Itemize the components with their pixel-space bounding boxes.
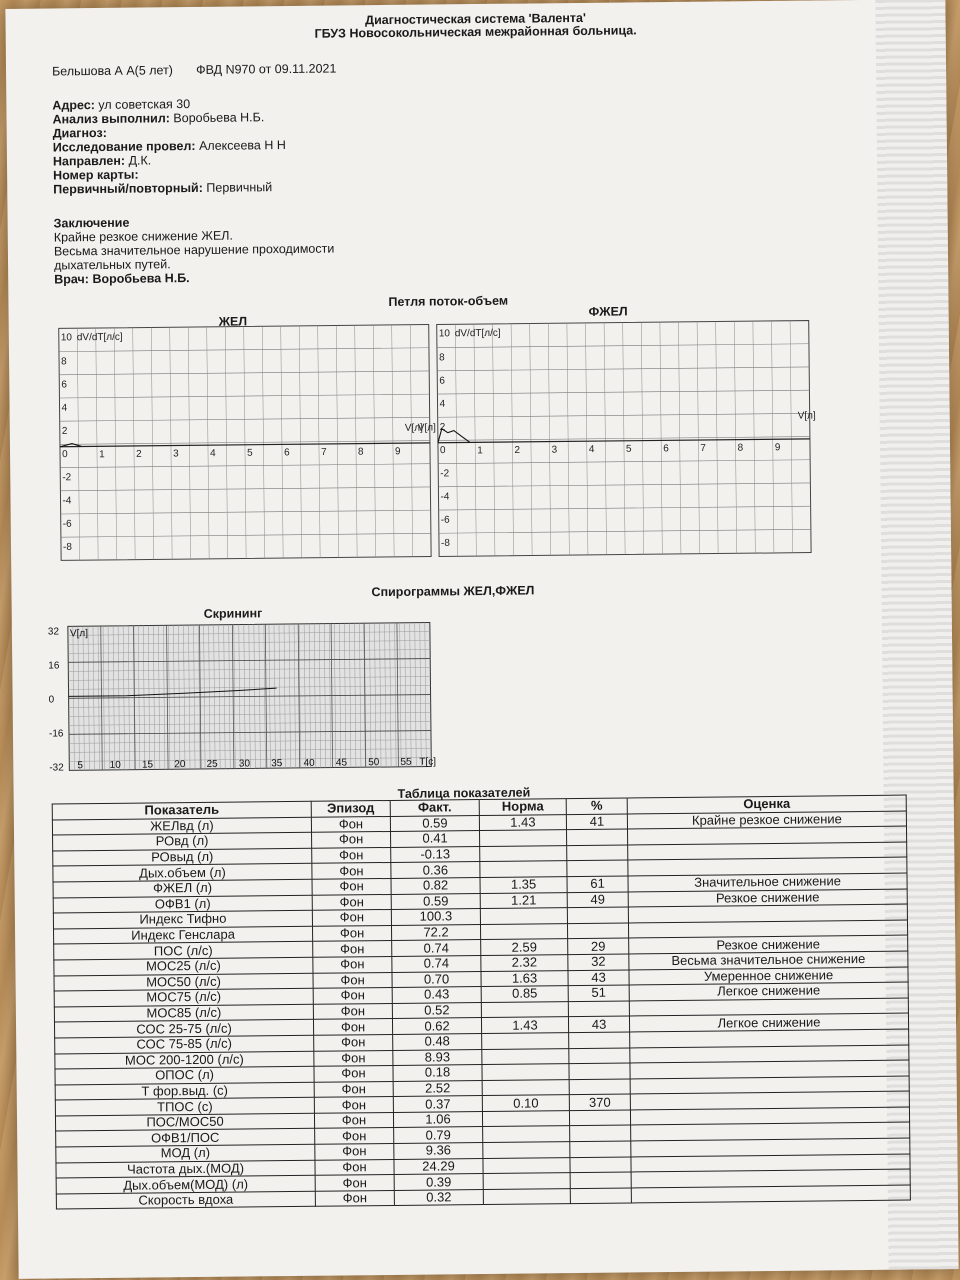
indicator-cell: ОПОС (л) [55, 1066, 314, 1084]
x-tick-label: 35 [271, 758, 283, 770]
indicator-cell: ЖЕЛвд (л) [52, 817, 311, 835]
assessment-cell [631, 1185, 910, 1204]
x-tick-label: 20 [174, 759, 186, 771]
episode-cell: Фон [314, 1097, 393, 1113]
x-tick-label: 5 [625, 443, 632, 455]
y-tick-label: -4 [62, 495, 72, 507]
x-tick-label: 3 [172, 448, 179, 460]
percent-cell [569, 1079, 630, 1095]
fact-cell: 0.74 [392, 955, 481, 972]
norm-cell [480, 908, 567, 925]
indicator-cell: РОвд (л) [53, 832, 312, 850]
fact-cell: 0.32 [394, 1189, 483, 1206]
percent-cell [569, 1110, 630, 1126]
percent-cell: 32 [568, 954, 629, 970]
assessment-cell: Резкое снижение [629, 935, 908, 954]
indicator-cell: ПОС/МОС50 [55, 1113, 314, 1131]
indicator-cell: Дых.объем (л) [53, 864, 312, 882]
zhel-label: ЖЕЛ [218, 314, 248, 329]
x-tick-label: 5 [77, 760, 83, 772]
y-tick-label: 16 [48, 660, 60, 672]
y-tick-label: 32 [47, 626, 60, 638]
x-tick-label: 7 [320, 446, 327, 458]
norm-cell: 1.35 [480, 877, 567, 894]
y-tick-label: -8 [62, 541, 72, 553]
primary-value: Первичный [206, 180, 273, 195]
doctor-row [54, 271, 190, 286]
norm-cell: 1.63 [481, 970, 568, 987]
percent-cell [569, 1047, 630, 1063]
conclusion-line-1: Крайне резкое снижение ЖЕЛ. [53, 228, 234, 245]
episode-cell: Фон [315, 1159, 394, 1175]
percent-cell: 43 [568, 1016, 629, 1032]
fact-cell: 0.82 [391, 878, 480, 895]
diagnosis-label: Диагноз: [52, 125, 107, 141]
indicator-cell: РОвыд (л) [53, 848, 312, 866]
episode-cell: Фон [313, 1003, 392, 1019]
fzhel-label: ФЖЕЛ [588, 304, 628, 319]
percent-cell [567, 923, 628, 939]
norm-cell: 1.43 [479, 814, 566, 831]
indicator-cell: МОД (л) [56, 1144, 315, 1162]
indicator-cell: Т фор.выд. (с) [55, 1082, 314, 1100]
indicator-cell: Индекс Тифно [53, 910, 312, 928]
percent-cell: 43 [568, 970, 629, 986]
percent-cell [568, 1001, 629, 1017]
fact-cell: 0.18 [393, 1065, 482, 1082]
y-tick-label: 0 [439, 445, 446, 457]
y-tick-label: 0 [48, 694, 55, 706]
study-label: Исследование провел: [52, 138, 196, 155]
table-title: Таблица показателей [397, 785, 531, 801]
y-tick-label: -16 [48, 728, 64, 740]
norm-cell: 1.21 [480, 892, 567, 909]
percent-cell: 29 [568, 938, 629, 954]
episode-cell: Фон [312, 894, 391, 910]
x-tick-label: 10 [109, 759, 121, 771]
norm-cell [483, 1157, 570, 1174]
address-row [52, 97, 190, 112]
card-number-label: Номер карты: [53, 167, 139, 183]
x-axis-label: T[c] [419, 756, 437, 768]
assessment-cell: Легкое снижение [629, 982, 908, 1001]
address-label: Адрес: [52, 98, 95, 113]
norm-cell [480, 923, 567, 940]
norm-cell [482, 1033, 569, 1050]
percent-cell [570, 1141, 631, 1157]
fact-cell: 0.37 [393, 1096, 482, 1113]
percent-cell [567, 860, 628, 876]
y-tick-label: -4 [440, 491, 450, 503]
screening-label: Скрининг [203, 606, 263, 621]
y-tick-label: 10 [438, 328, 450, 340]
header-percent: % [566, 798, 627, 814]
percent-cell [569, 1063, 630, 1079]
norm-cell [483, 1142, 570, 1159]
x-tick-label: 9 [774, 442, 781, 454]
x-tick-label: 4 [588, 444, 595, 456]
indicators-table [52, 795, 911, 1210]
study-row [53, 138, 286, 154]
x-tick-label: 1 [98, 449, 105, 461]
y-tick-label: 8 [438, 352, 445, 364]
conclusion-line-2: Весьма значительное нарушение проходимости [53, 241, 335, 259]
y-axis-label: V[л] [69, 628, 89, 640]
fact-cell: 2.52 [393, 1080, 482, 1097]
flow-volume-chart [49, 317, 816, 565]
fact-cell: 0.39 [394, 1174, 483, 1191]
x-tick-label: 3 [551, 444, 558, 456]
norm-cell [482, 1079, 569, 1096]
norm-cell: 1.43 [481, 1017, 568, 1034]
episode-cell: Фон [312, 863, 391, 879]
fact-cell: 72.2 [391, 924, 480, 941]
x-tick-label: 50 [368, 757, 380, 769]
episode-cell: Фон [314, 1112, 393, 1128]
y-axis-label: dV/dT[л/с] [76, 331, 123, 344]
indicator-cell: МОС 200-1200 (л/с) [55, 1051, 314, 1069]
indicator-cell: Дых.объем(МОД) (л) [56, 1176, 315, 1194]
y-tick-label: 2 [61, 425, 68, 437]
y-axis-label: dV/dT[л/с] [454, 327, 501, 340]
indicator-cell: МОС50 (л/с) [54, 973, 313, 991]
y-tick-label: -6 [440, 514, 450, 526]
indicator-cell: ОФВ1/ПОС [56, 1129, 315, 1147]
analysis-row [52, 110, 264, 126]
episode-cell: Фон [313, 972, 392, 988]
y-tick-label: -8 [440, 537, 450, 549]
norm-cell [481, 1001, 568, 1018]
episode-cell: Фон [312, 910, 391, 926]
episode-cell: Фон [313, 1019, 392, 1035]
spirogram-title: Спирограммы ЖЕЛ,ФЖЕЛ [371, 583, 535, 600]
fact-cell: 0.48 [393, 1033, 482, 1050]
x-tick-label: 2 [135, 448, 142, 460]
y-tick-label: 6 [439, 375, 445, 387]
fact-cell: 0.41 [391, 831, 480, 848]
assessment-cell: Резкое снижение [628, 889, 907, 908]
analysis-label: Анализ выполнил: [52, 111, 170, 127]
x-axis-label-right: V[л] [797, 410, 816, 422]
percent-cell [570, 1172, 631, 1188]
indicator-cell: ОФВ1 (л) [53, 895, 312, 913]
patient-name: Бельшова А А(5 лет) [51, 63, 174, 79]
percent-cell: 370 [569, 1094, 630, 1110]
norm-cell: 2.59 [481, 939, 568, 956]
episode-cell: Фон [315, 1190, 394, 1206]
x-tick-label: 15 [141, 759, 154, 771]
flow-volume-grid [49, 317, 816, 565]
fact-cell: 0.70 [392, 971, 481, 988]
doctor-value: Воробьева Н.Б. [92, 271, 190, 287]
conclusion-title: Заключение [53, 215, 130, 231]
percent-cell [567, 845, 628, 861]
y-tick-label: -2 [440, 468, 450, 480]
norm-cell: 0.85 [481, 986, 568, 1003]
assessment-cell: Крайне резкое снижение [627, 811, 906, 830]
document-sheet [5, 0, 958, 1279]
indicator-cell: Частота дых.(МОД) [56, 1160, 315, 1178]
header-indicator: Показатель [52, 801, 311, 819]
percent-cell: 51 [568, 985, 629, 1001]
x-axis-label-left: V[л] [417, 422, 436, 434]
x-tick-label: 1 [477, 445, 483, 457]
x-tick-label: 5 [246, 447, 253, 459]
indicator-cell: СОС 75-85 (л/с) [55, 1035, 314, 1053]
fact-cell: 9.36 [394, 1143, 483, 1160]
analysis-value: Воробьева Н.Б. [173, 110, 265, 126]
percent-cell: 61 [567, 876, 628, 892]
x-axis-label: V[л] [404, 422, 423, 434]
episode-cell: Фон [314, 1081, 393, 1097]
header-fact: Факт. [390, 800, 479, 817]
x-tick-label: 7 [700, 442, 707, 455]
primary-row [53, 180, 272, 196]
header-system-name: Диагностическая система 'Валента' [365, 10, 586, 28]
conclusion-line-3: дыхательных путей. [53, 257, 171, 273]
indicator-cell: ТПОС (с) [55, 1098, 314, 1116]
x-tick-label: 9 [394, 446, 401, 458]
flow-volume-title: Петля поток-объем [388, 293, 509, 309]
norm-cell [482, 1064, 569, 1081]
fact-cell: 0.52 [392, 1002, 481, 1019]
x-tick-label: 8 [357, 446, 364, 458]
header-assessment: Оценка [627, 795, 906, 814]
norm-cell [482, 1110, 569, 1127]
percent-cell: 41 [566, 814, 627, 830]
exam-number-date: ФВД N970 от 09.11.2021 [195, 61, 337, 77]
percent-cell [567, 829, 628, 845]
episode-cell: Фон [315, 1144, 394, 1160]
spirogram-chart [46, 616, 438, 776]
y-tick-label: 4 [439, 398, 446, 410]
episode-cell: Фон [311, 816, 390, 832]
x-tick-label: 4 [209, 448, 216, 460]
indicator-cell: СОС 25-75 (л/с) [54, 1020, 313, 1038]
percent-cell [570, 1188, 631, 1204]
x-tick-label: 6 [663, 443, 669, 455]
header-hospital-name: ГБУЗ Новосокольническая межрайонная больница. [314, 23, 637, 41]
fact-cell: 0.59 [391, 893, 480, 910]
episode-cell: Фон [314, 1034, 393, 1050]
x-tick-label: 8 [737, 442, 744, 454]
spirogram-grid [46, 616, 438, 776]
fact-cell: 0.43 [392, 987, 481, 1004]
episode-cell: Фон [315, 1128, 394, 1144]
primary-label: Первичный/повторный: [53, 180, 203, 197]
indicator-cell: МОС85 (л/с) [54, 1004, 313, 1022]
x-tick-label: 40 [303, 757, 315, 769]
assessment-cell: Легкое снижение [629, 1013, 908, 1032]
episode-cell: Фон [312, 832, 391, 848]
fact-cell: 100.3 [391, 909, 480, 926]
episode-cell: Фон [312, 925, 391, 941]
y-tick-label: 4 [61, 402, 68, 414]
fact-cell: 0.62 [392, 1018, 481, 1035]
header-norm: Норма [479, 799, 566, 816]
study-value: Алексеева Н Н [198, 138, 286, 153]
assessment-cell: Значительное снижение [628, 873, 907, 892]
y-tick-label: 8 [61, 356, 67, 368]
fact-cell: 1.06 [393, 1111, 482, 1128]
episode-cell: Фон [314, 1050, 393, 1066]
referred-label: Направлен: [52, 153, 126, 169]
x-tick-label: 25 [206, 758, 218, 770]
norm-cell [483, 1126, 570, 1143]
fact-cell: 24.29 [394, 1158, 483, 1175]
indicator-cell: МОС25 (л/с) [54, 957, 313, 975]
percent-cell [569, 1032, 630, 1048]
norm-cell [483, 1188, 570, 1205]
percent-cell [570, 1125, 631, 1141]
percent-cell [570, 1157, 631, 1173]
fact-cell: 0.36 [391, 862, 480, 879]
episode-cell: Фон [313, 941, 392, 957]
norm-cell [482, 1048, 569, 1065]
assessment-cell: Умеренное снижение [629, 967, 908, 986]
fact-cell: 8.93 [393, 1049, 482, 1066]
x-tick-label: 2 [514, 444, 521, 456]
fact-cell: -0.13 [391, 846, 480, 863]
episode-cell: Фон [312, 878, 391, 894]
indicator-cell: МОС75 (л/с) [54, 988, 313, 1006]
episode-cell: Фон [315, 1175, 394, 1191]
norm-cell [480, 861, 567, 878]
x-tick-label: 6 [283, 447, 290, 459]
indicator-cell: Скорость вдоха [56, 1191, 315, 1209]
indicator-cell: ФЖЕЛ (л) [53, 879, 312, 897]
x-tick-label: 30 [238, 758, 251, 770]
norm-cell: 0.10 [482, 1095, 569, 1112]
norm-cell: 2.32 [481, 955, 568, 972]
episode-cell: Фон [313, 956, 392, 972]
norm-cell [480, 845, 567, 862]
fact-cell: 0.59 [390, 815, 479, 832]
doctor-label: Врач: [54, 272, 90, 287]
fact-cell: 0.74 [392, 940, 481, 957]
y-tick-label: -32 [49, 762, 64, 774]
address-value: ул советская 30 [98, 97, 191, 112]
y-tick-label: 10 [60, 332, 73, 344]
header-episode: Эпизод [311, 800, 390, 816]
y-tick-label: -6 [62, 518, 72, 530]
indicator-cell: ПОС (л/с) [54, 942, 313, 960]
y-tick-label: -2 [62, 472, 72, 484]
fact-cell: 0.79 [394, 1127, 483, 1144]
episode-cell: Фон [314, 1066, 393, 1082]
norm-cell [483, 1173, 570, 1190]
referred-row [53, 153, 151, 168]
indicator-cell: Индекс Генслара [54, 926, 313, 944]
y-tick-label: 2 [439, 421, 446, 433]
percent-cell [567, 907, 628, 923]
episode-cell: Фон [313, 988, 392, 1004]
referred-value: Д.К. [128, 153, 152, 168]
y-tick-label: 0 [61, 449, 68, 461]
percent-cell: 49 [567, 892, 628, 908]
norm-cell [480, 830, 567, 847]
episode-cell: Фон [312, 847, 391, 863]
x-tick-label: 55 [400, 756, 412, 768]
x-tick-label: 45 [335, 757, 348, 769]
y-tick-label: 6 [61, 379, 67, 391]
assessment-cell: Весьма значительное снижение [629, 951, 908, 970]
